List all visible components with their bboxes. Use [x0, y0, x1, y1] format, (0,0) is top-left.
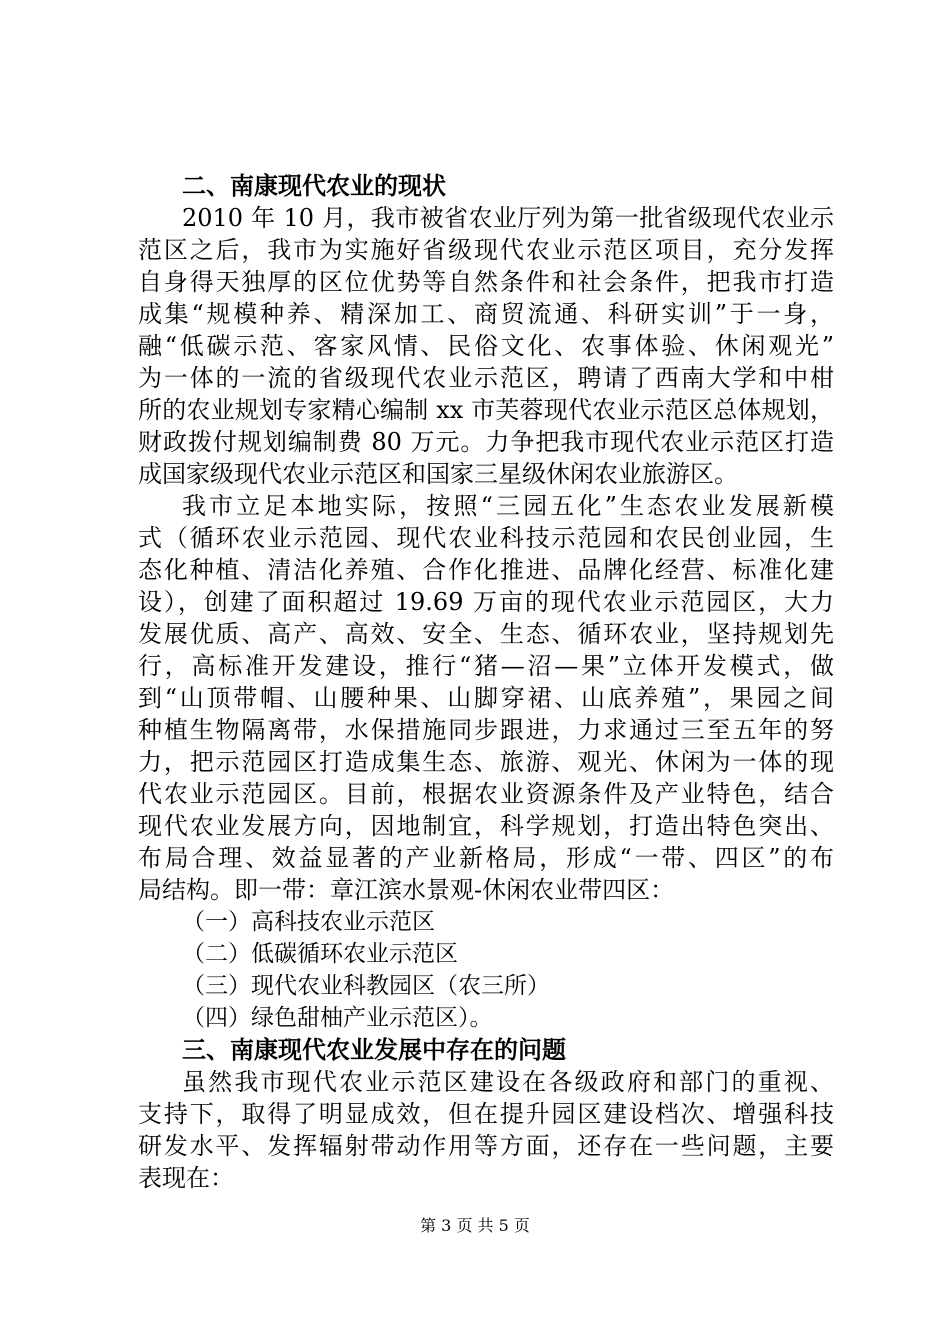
text-line: 2010 年 10 月，我市被省农业厅列为第一批省级现代农业示 — [182, 204, 834, 232]
text-line: 发展优质、高产、高效、安全、生态、循环农业，坚持规划先 — [138, 620, 834, 648]
text-line: 到“山顶带帽、山腰种果、山脚穿裙、山底养殖”，果园之间 — [138, 684, 834, 712]
text-line: 成集“规模种养、精深加工、商贸流通、科研实训”于一身， — [138, 300, 834, 328]
text-line: 财政拨付规划编制费 80 万元。力争把我市现代农业示范区打造 — [138, 428, 834, 456]
page-footer: 第 3 页 共 5 页 — [420, 1216, 530, 1235]
list-item: （三）现代农业科教园区（农三所） — [182, 973, 550, 999]
text-line: 代农业示范园区。目前，根据农业资源条件及产业特色，结合 — [138, 780, 834, 808]
document-body — [138, 170, 834, 1194]
text-line: 研发水平、发挥辐射带动作用等方面，还存在一些问题，主要 — [138, 1132, 834, 1160]
paragraph-3 — [138, 1066, 834, 1194]
paragraph-1 — [138, 202, 834, 490]
text-line: 虽然我市现代农业示范区建设在各级政府和部门的重视、 — [182, 1068, 834, 1096]
text-line: 为一体的一流的省级现代农业示范区，聘请了西南大学和中柑 — [138, 364, 834, 392]
text-line: 自身得天独厚的区位优势等自然条件和社会条件，把我市打造 — [138, 268, 834, 296]
text-line: 成国家级现代农业示范区和国家三星级休闲农业旅游区。 — [138, 460, 738, 488]
list-item: （二）低碳循环农业示范区 — [182, 941, 458, 967]
text-line: 融“低碳示范、客家风情、民俗文化、农事体验、休闲观光” — [138, 332, 834, 360]
section-heading: 三、南康现代农业发展中存在的问题 — [182, 1036, 566, 1064]
text-line: 现代农业发展方向，因地制宜，科学规划，打造出特色突出、 — [138, 812, 834, 840]
text-line: 种植生物隔离带，水保措施同步跟进，力求通过三至五年的努 — [138, 716, 834, 744]
section-heading: 二、南康现代农业的现状 — [182, 172, 446, 200]
text-line: 表现在： — [138, 1164, 234, 1192]
list-item: （一）高科技农业示范区 — [182, 909, 435, 935]
text-line: 态化种植、清洁化养殖、合作化推进、品牌化经营、标准化建 — [138, 556, 834, 584]
zone-list — [138, 906, 834, 1034]
text-line: 我市立足本地实际，按照“三园五化”生态农业发展新模 — [182, 492, 834, 520]
text-line: 布局合理、效益显著的产业新格局，形成“一带、四区”的布 — [138, 844, 834, 872]
list-item: （四）绿色甜柚产业示范区）。 — [182, 1005, 493, 1031]
text-line: 支持下，取得了明显成效，但在提升园区建设档次、增强科技 — [138, 1100, 834, 1128]
text-line: 力，把示范园区打造成集生态、旅游、观光、休闲为一体的现 — [138, 748, 834, 776]
text-line: 设），创建了面积超过 19.69 万亩的现代农业示范园区，大力 — [138, 588, 834, 616]
paragraph-2 — [138, 490, 834, 906]
text-line: 行，高标准开发建设，推行“猪—沼—果”立体开发模式，做 — [138, 652, 834, 680]
text-line: 所的农业规划专家精心编制 xx 市芙蓉现代农业示范区总体规划， — [138, 396, 834, 424]
text-line: 范区之后，我市为实施好省级现代农业示范区项目，充分发挥 — [138, 236, 834, 264]
text-line: 局结构。即一带：章江滨水景观-休闲农业带四区： — [138, 876, 675, 904]
text-line: 式（循环农业示范园、现代农业科技示范园和农民创业园，生 — [138, 524, 834, 552]
